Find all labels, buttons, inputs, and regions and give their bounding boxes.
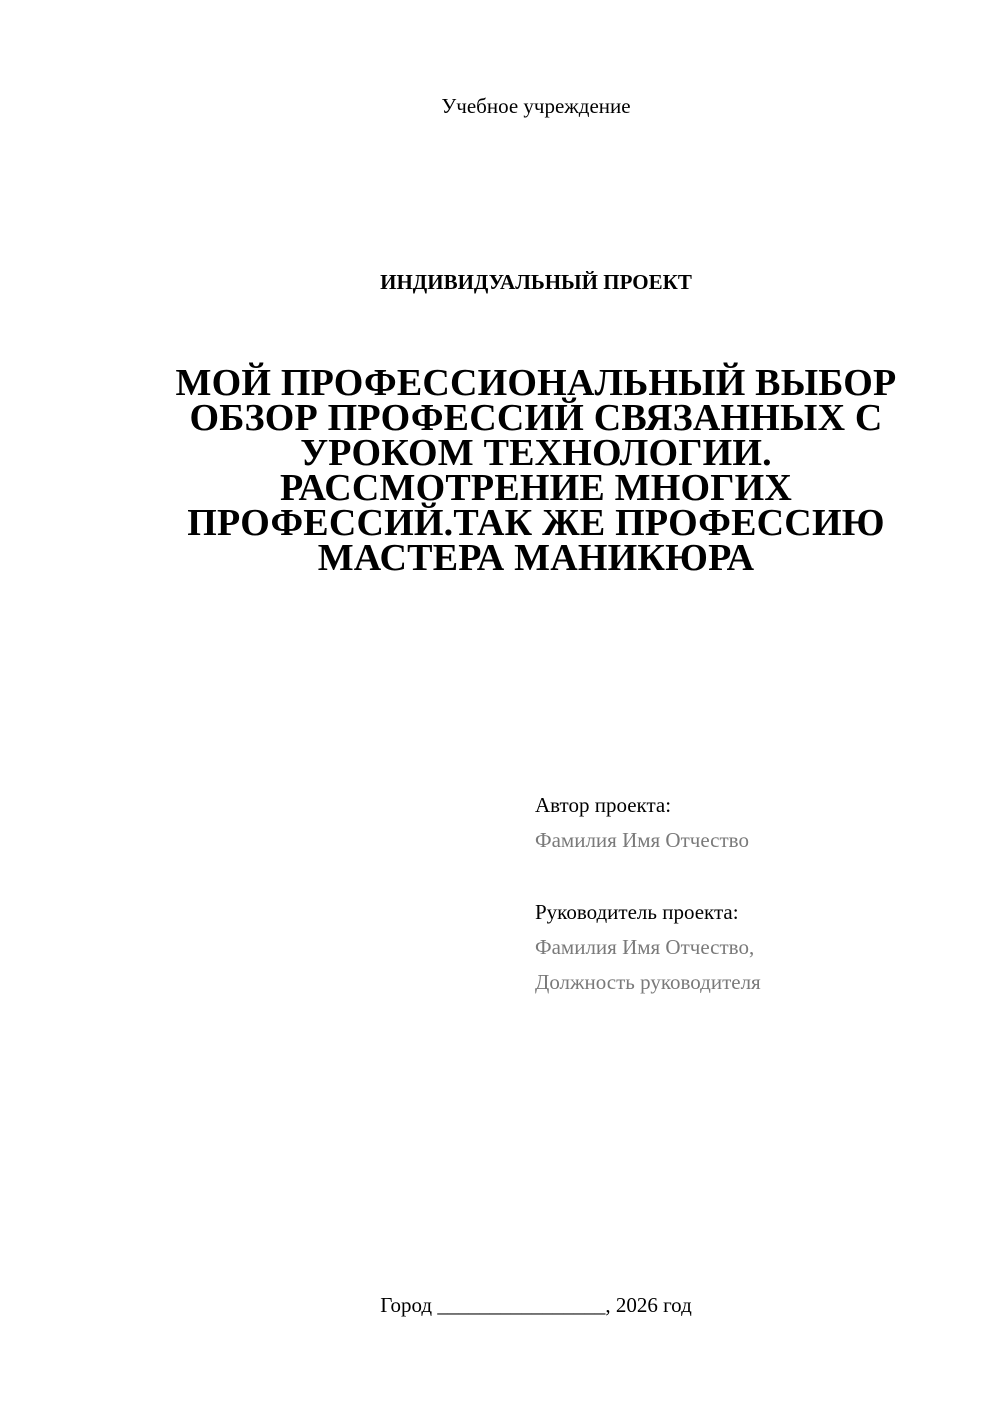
author-name: Фамилия Имя Отчество (535, 828, 749, 852)
project-title (140, 362, 932, 579)
supervisor-label: Руководитель проекта: (535, 900, 739, 924)
institution-name: Учебное учреждение (441, 94, 631, 118)
project-title-line: ОБЗОР ПРОФЕССИЙ СВЯЗАННЫХ С (189, 397, 883, 439)
credits-spacer (535, 858, 975, 895)
supervisor-position: Должность руководителя (535, 970, 761, 994)
project-credits (535, 788, 975, 1000)
supervisor-name: Фамилия Имя Отчество, (535, 935, 755, 959)
city-year-footer: Город ________________, 2026 год (380, 1293, 692, 1317)
project-title-line: РАССМОТРЕНИЕ МНОГИХ (279, 467, 793, 509)
project-type-heading: ИНДИВИДУАЛЬНЫЙ ПРОЕКТ (380, 270, 692, 294)
project-title-line: МАСТЕРА МАНИКЮРА (317, 537, 755, 579)
project-title-line: МОЙ ПРОФЕССИОНАЛЬНЫЙ ВЫБОР (175, 362, 897, 404)
project-title-line: ПРОФЕССИЙ.ТАК ЖЕ ПРОФЕССИЮ (187, 502, 885, 544)
author-label: Автор проекта: (535, 793, 672, 817)
project-title-line: УРОКОМ ТЕХНОЛОГИИ. (300, 432, 772, 474)
